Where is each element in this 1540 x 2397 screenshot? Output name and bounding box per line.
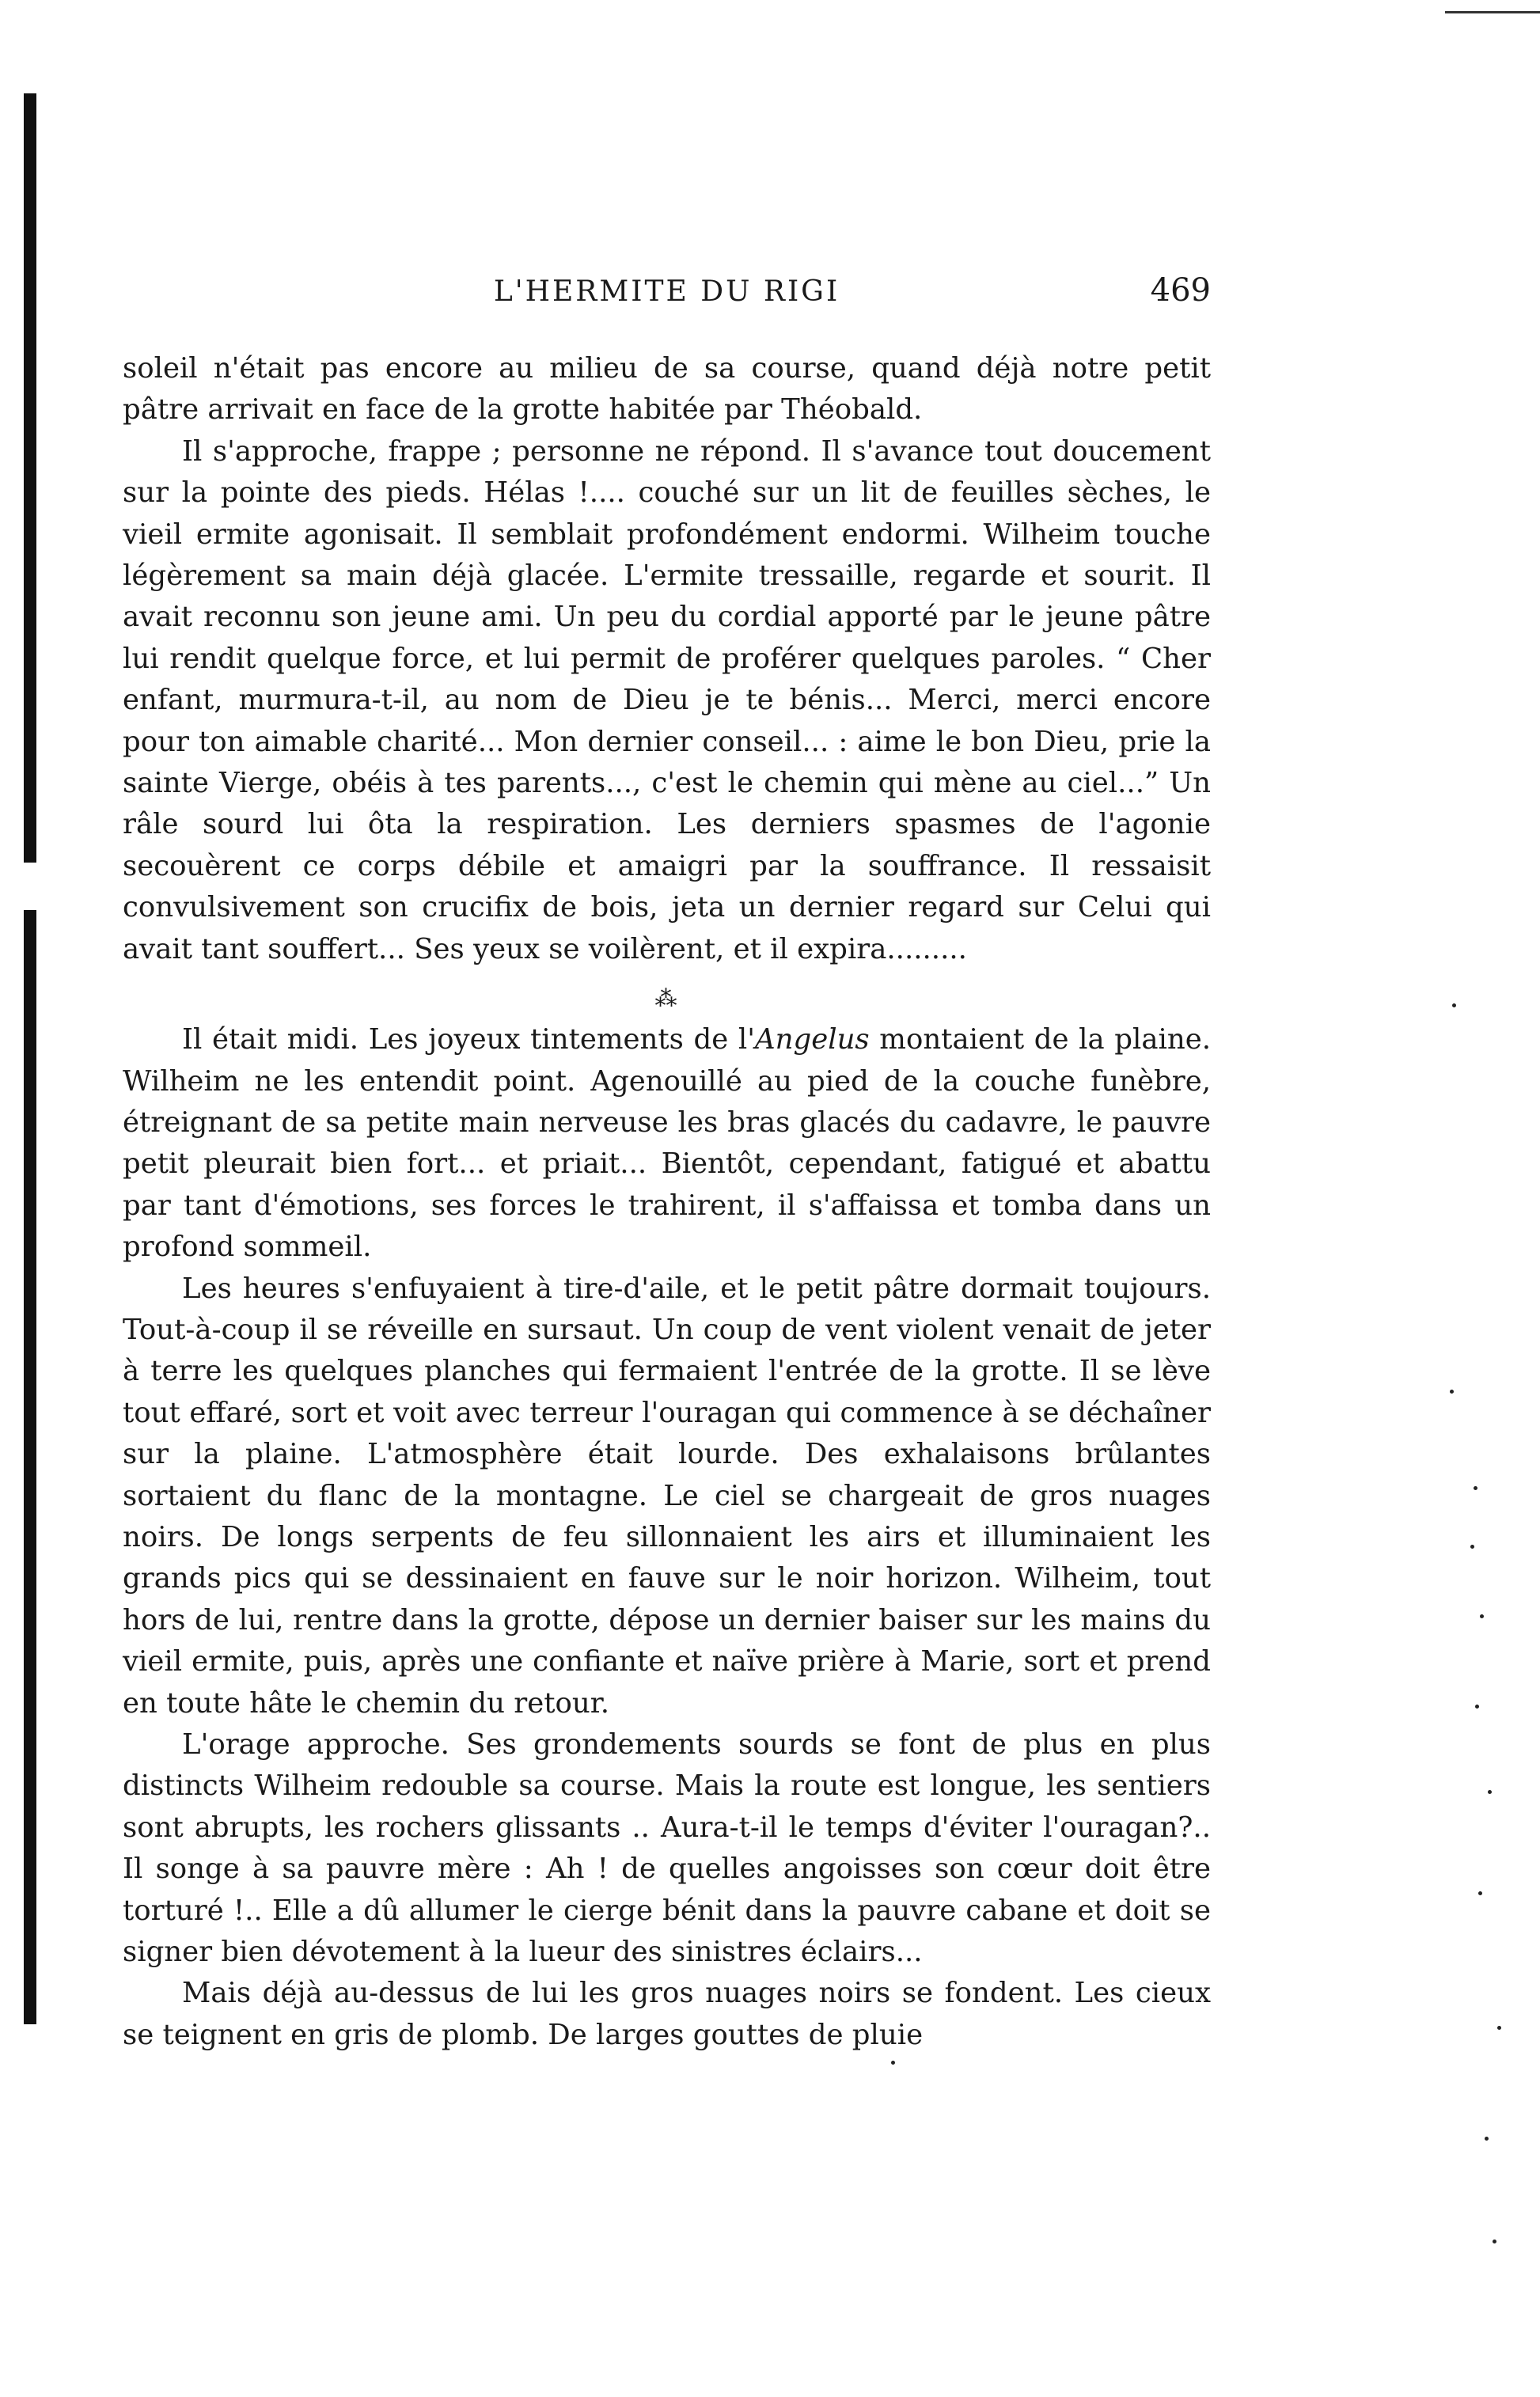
scan-speck [891,2061,895,2065]
scan-speck [1475,1705,1479,1709]
scan-speck [1497,2026,1501,2030]
paragraph-rain: Mais déjà au-dessus de lui les gros nuages noirs se fondent. Les cieux se teignent en gris de plomb. De larges gouttes de pluie [123,1977,1211,2051]
paragraph-storm-begins: Les heures s'enfuyaient à tire-d'aile, et le petit pâtre dormait toujours. Tout-à-coup il se réveille en sursaut. Un coup de vent violent venait de jeter à terre les quelques planches qui fermaient l'entrée de la grotte. Il se lève tout effaré, sort et voit avec terreur l'ouragan qui commence à se déchaîner sur la plaine. L'atmosphère était lourde. Des exhalaisons brûlantes sortaient du flanc de la montagne. Le ciel se chargeait de gros nuages noirs. De longs serpents de feu sillonnaient les airs et illuminaient les grands pics qui se dessinaient en fauve sur le noir horizon. Wilheim, tout hors de lui, rentre dans la grotte, dépose un dernier baiser sur les mains du vieil ermite, puis, après une confiante et naïve prière à Marie, sort et prend en toute hâte le chemin du retour. [123,1272,1211,1720]
paragraph-angelus-before: Il était midi. Les joyeux tintements de l' [182,1023,755,1056]
page-header [123,266,1211,321]
paragraph-angelus [123,1019,1211,1268]
scan-speck [1450,1390,1454,1394]
scan-speck [1485,2137,1489,2141]
paragraph-angelus-after: montaient de la plaine. Wilheim ne les entendit point. Agenouillé au pied de la couche funèbre, étreignant de sa petite main nerveuse les bras glacés du cadavre, le pauvre petit pleurait bien fort... et priait... Bientôt, cependant, fatigué et abattu par tant d'émotions, ses forces le trahirent, il s'affaissa et tomba dans un profond sommeil. [123,1023,1212,1264]
running-title: L'HERMITE DU RIGI [493,275,840,308]
page-number: 469 [1150,272,1211,309]
top-edge-rule [1445,11,1540,13]
angelus-italic: Angelus [754,1023,870,1056]
book-spine-shadow [24,93,36,2024]
paragraph-continuation: soleil n'était pas encore au milieu de sa course, quand déjà notre petit pâtre arrivait en face de la grotte habitée par Théobald. [123,352,1211,427]
section-asterism: ⁂ [654,985,679,1012]
scan-speck [1480,1614,1484,1618]
spine-gap [24,863,36,910]
scan-speck [1452,1003,1456,1007]
body-text [123,348,1211,2056]
scan-speck [1478,1891,1482,1895]
scan-speck [1488,1790,1492,1794]
paragraph-ermite-death: Il s'approche, frappe ; personne ne répond. Il s'avance tout doucement sur la pointe des pieds. Hélas !.... couché sur un lit de feuilles sèches, le vieil ermite agonisait. Il semblait profondément endormi. Wilheim touche légèrement sa main déjà glacée. L'ermite tressaille, regarde et sourit. Il avait reconnu son jeune ami. Un peu du cordial apporté par le jeune pâtre lui rendit quelque force, et lui permit de proférer quelques paroles. “ Cher enfant, murmura-t-il, au nom de Dieu je te bénis... Merci, merci encore pour ton aimable charité... Mon dernier conseil... : aime le bon Dieu, prie la sainte Vierge, obéis à tes parents..., c'est le chemin qui mène au ciel...” Un râle sourd lui ôta la respiration. Les derniers spasmes de l'agonie secouèrent ce corps débile et amaigri par la souffrance. Il ressaisit convulsivement son crucifix de bois, jeta un dernier regard sur Celui qui avait tant souffert... Ses yeux se voilèrent, et il expira......... [123,434,1211,965]
scan-speck [1493,2240,1496,2243]
scan-speck [1470,1545,1474,1549]
paragraph-storm-approaches: L'orage approche. Ses grondements sourds se font de plus en plus distincts Wilheim redouble sa course. Mais la route est longue, les sentiers sont abrupts, les rochers glissants .. Aura-t-il le temps d'éviter l'ouragan?.. Il songe à sa pauvre mère : Ah ! de quelles angoisses son cœur doit être torturé !.. Elle a dû allumer le cierge bénit dans la pauvre cabane et doit se signer bien dévotement à la lueur des sinistres éclairs... [123,1728,1211,1969]
scan-speck [1474,1486,1477,1490]
